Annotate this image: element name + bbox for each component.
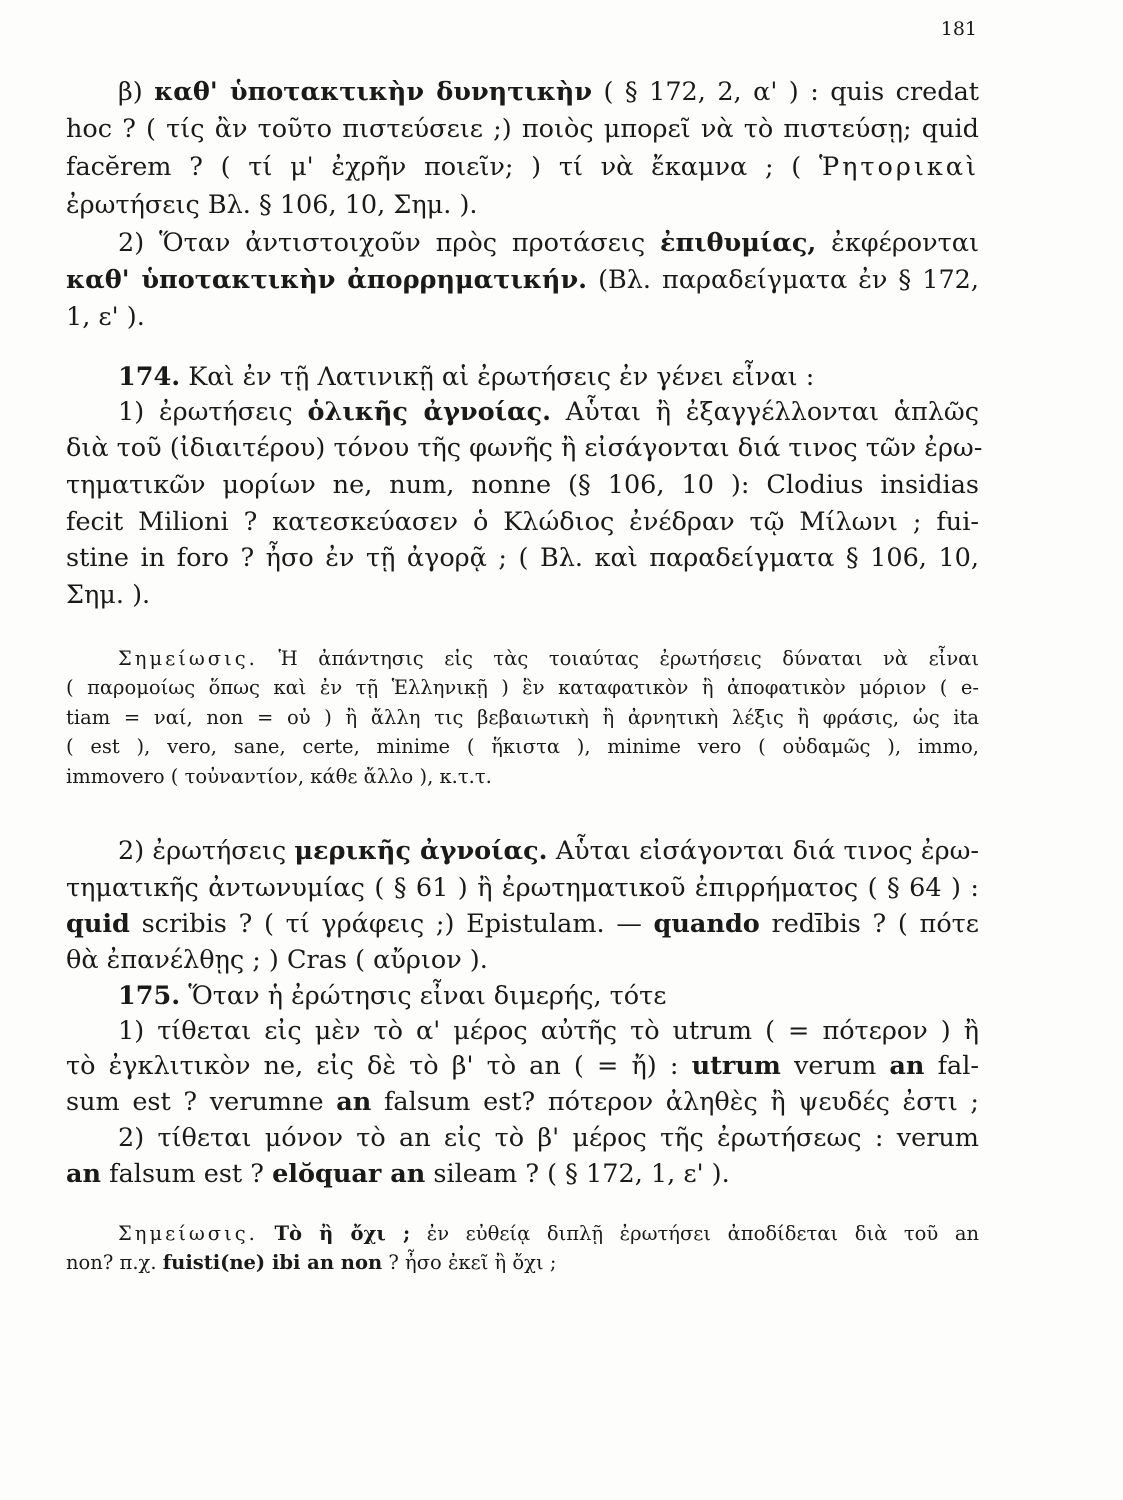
note-line: ( est ), vero, sane, certe, minime ( ἥκιστα ), minime vero ( οὐδαμῶς ), immo, <box>66 735 979 758</box>
note-line: ( παρομοίως ὅπως καὶ ἐν τῇ Ἑλληνικῇ ) ἓν καταφατικὸν ἢ ἀποφατικὸν μόριον ( e- <box>66 676 979 699</box>
text-line: 1) τίθεται εἰς μὲν τὸ α' μέρος αὐτῆς τὸ utrum ( = πότερον ) ἢ <box>118 1016 979 1046</box>
text-line: 2) τίθεται μόνον τὸ an εἰς τὸ β' μέρος τῆς ἐρωτήσεως : verum <box>118 1123 979 1153</box>
note-line: non? π.χ. fuisti(ne) ibi an non ? ἦσο ἐκεῖ ἢ ὄχι ; <box>66 1251 557 1274</box>
text-line: β) καθ' ὑποτακτικὴν δυνητικὴν ( § 172, 2, α' ) : quis credat <box>118 77 980 107</box>
text-line: sum est ? verumne an falsum est? πότερον ἀληθὲς ἢ ψευδές ἐστι ; <box>66 1087 979 1117</box>
note-line: immovero ( τοὐναντίον, κάθε ἄλλο ), κ.τ.τ. <box>66 765 492 788</box>
text-line: θὰ ἐπανέλθῃς ; ) Cras ( αὔριον ). <box>66 945 488 975</box>
text-line: 1, ε' ). <box>66 302 145 332</box>
text-line: τηματικῆς ἀντωνυμίας ( § 61 ) ἢ ἐρωτηματικοῦ ἐπιρρήματος ( § 64 ) : <box>66 873 979 903</box>
note-line: Σημείωσις. Τὸ ἢ ὄχι ; ἐν εὐθείᾳ διπλῇ ἐρωτήσει ἀποδίδεται διὰ τοῦ an <box>118 1222 980 1245</box>
text-line: τηματικῶν μορίων ne, num, nonne (§ 106, 10 ): Clodius insidias <box>66 470 979 500</box>
text-line: stine in foro ? ἦσο ἐν τῇ ἀγορᾷ ; ( Βλ. καὶ παραδείγματα § 106, 10, <box>66 543 979 573</box>
text-line: 1) ἐρωτήσεις ὁλικῆς ἀγνοίας. Αὗται ἢ ἐξαγγέλλονται ἁπλῶς <box>118 397 980 427</box>
text-line: ἐρωτήσεις Βλ. § 106, 10, Σημ. ). <box>66 190 478 220</box>
text-line: διὰ τοῦ (ἰδιαιτέρου) τόνου τῆς φωνῆς ἢ εἰσάγονται διά τινος τῶν ἐρω- <box>66 433 983 463</box>
text-line: 175. Ὅταν ἡ ἐρώτησις εἶναι διμερής, τότε <box>118 981 667 1011</box>
text-line: facĕrem ? ( τί μ' ἐχρῆν ποιεῖν; ) τί νὰ ἔκαμνα ; ( Ῥητορικαὶ <box>66 152 979 182</box>
text-line: τὸ ἐγκλιτικὸν ne, εἰς δὲ τὸ β' τὸ an ( = ἤ) : utrum verum an fal- <box>66 1051 979 1081</box>
page-number: 181 <box>940 18 977 40</box>
note-line: tiam = ναί, non = οὐ ) ἢ ἄλλη τις βεβαιωτικὴ ἢ ἀρνητικὴ λέξις ἢ φράσις, ὡς ita <box>66 706 979 729</box>
text-line: καθ' ὑποτακτικὴν ἀπορρηματικήν. (Βλ. παραδείγματα ἐν § 172, <box>66 265 979 295</box>
text-line: fecit Milioni ? κατεσκεύασεν ὁ Κλώδιος ἐνέδραν τῷ Μίλωνι ; fui- <box>66 507 979 537</box>
text-line: an falsum est ? elŏquar an sileam ? ( § 172, 1, ε' ). <box>66 1159 730 1189</box>
text-line: 2) ἐρωτήσεις μερικῆς ἀγνοίας. Αὗται εἰσάγονται διά τινος ἐρω- <box>118 836 979 866</box>
text-line: Σημ. ). <box>66 580 151 610</box>
note-line: Σημείωσις. Ἡ ἀπάντησις εἰς τὰς τοιαύτας ἐρωτήσεις δύναται νὰ εἶναι <box>118 647 979 670</box>
text-line: 174. Καὶ ἐν τῇ Λατινικῇ αἱ ἐρωτήσεις ἐν γένει εἶναι : <box>118 362 815 392</box>
text-line: quid scribis ? ( τί γράφεις ;) Epistulam. — quando redībis ? ( πότε <box>66 909 979 939</box>
text-line: 2) Ὅταν ἀντιστοιχοῦν πρὸς προτάσεις ἐπιθυμίας, ἐκφέρονται <box>118 228 979 258</box>
text-line: hoc ? ( τίς ἂν τοῦτο πιστεύσειε ;) ποιὸς μπορεῖ νὰ τὸ πιστεύσῃ; quid <box>66 114 979 144</box>
